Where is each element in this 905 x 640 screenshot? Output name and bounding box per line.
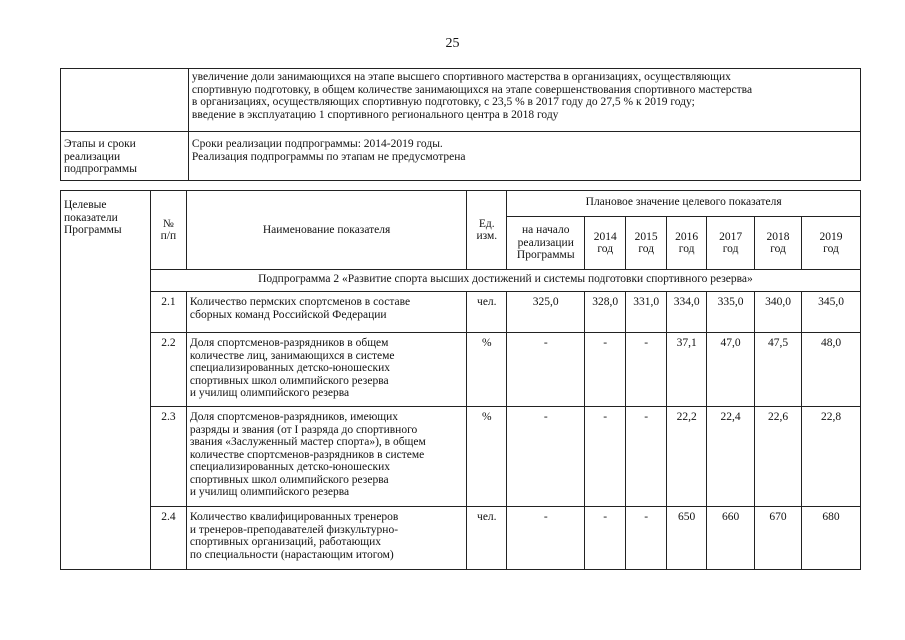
row-name <box>186 407 466 507</box>
name-line: и училищ олимпийского резерва <box>189 486 350 498</box>
name-line: Доля спортсменов-разрядников, имеющих <box>189 411 399 423</box>
year-value: 2014 <box>593 230 617 243</box>
row-value-2014: - <box>585 507 626 570</box>
label-line: реализации <box>64 150 121 163</box>
passport-label-stages <box>61 132 189 181</box>
subprogram-title: Подпрограмма 2 «Развитие спорта высших достижений и системы подготовки спортивного резерва» <box>150 270 860 292</box>
header-year-2015 <box>626 217 667 270</box>
row-value-2014: - <box>585 333 626 407</box>
row-value-2016: 334,0 <box>667 292 707 333</box>
page-number: 25 <box>445 36 460 51</box>
row-value-start: - <box>507 333 585 407</box>
label-line: Программы <box>64 224 122 236</box>
passport-text-stages <box>188 132 860 181</box>
row-value-2015: - <box>626 407 667 507</box>
name-line: спортивных школ олимпийского резерва <box>189 473 389 486</box>
subprogram-row <box>61 270 861 292</box>
row-value-2017: 47,0 <box>707 333 755 407</box>
name-line: и училищ олимпийского резерва <box>189 387 350 399</box>
name-line: специализированных детско-юношеских <box>189 461 391 473</box>
table-row <box>61 407 861 507</box>
row-value-2017: 660 <box>707 507 755 570</box>
row-value-2019: 345,0 <box>802 292 861 333</box>
row-value-2016: 22,2 <box>667 407 707 507</box>
year-suffix: год <box>722 243 739 255</box>
table-row <box>61 333 861 407</box>
header-num-line: № <box>162 217 174 230</box>
label-line: Этапы и сроки <box>64 138 136 150</box>
label-line: Целевые <box>64 199 107 211</box>
row-value-2018: 670 <box>755 507 802 570</box>
text-line: введение в эксплуатацию 1 спортивного регионального центра в 2018 году <box>191 108 559 121</box>
header-year-2016 <box>667 217 707 270</box>
header-num <box>150 191 186 270</box>
header-row-1 <box>61 191 861 217</box>
row-value-2014: 328,0 <box>585 292 626 333</box>
passport-table <box>60 68 861 181</box>
row-value-start: - <box>507 407 585 507</box>
row-value-2019: 680 <box>802 507 861 570</box>
row-value-2015: 331,0 <box>626 292 667 333</box>
name-line: сборных команд Российской Федерации <box>189 308 387 321</box>
name-line: спортивных школ олимпийского резерва <box>189 374 389 387</box>
year-value: 2015 <box>634 230 658 243</box>
row-value-2017: 22,4 <box>707 407 755 507</box>
header-name: Наименование показателя <box>186 191 466 270</box>
row-num: 2.4 <box>150 507 186 570</box>
name-line: количестве спортсменов-разрядников в системе <box>189 448 425 461</box>
row-unit: чел. <box>467 292 507 333</box>
row-num: 2.3 <box>150 407 186 507</box>
name-line: количестве лиц, занимающихся в системе <box>189 349 395 362</box>
row-unit: % <box>467 333 507 407</box>
row-name <box>186 507 466 570</box>
year-suffix: год <box>770 243 786 255</box>
left-label-cell <box>61 191 151 570</box>
text-line: в организациях, осуществляющих спортивную подготовку, с 23,5 % в 2017 году до 27,5 % к 2019 году; <box>191 96 695 108</box>
year-value: 2018 <box>766 230 790 243</box>
header-start-line: Программы <box>516 249 575 262</box>
row-value-2019: 22,8 <box>802 407 861 507</box>
name-line: спортивных организаций, работающих <box>189 536 381 548</box>
row-value-start: - <box>507 507 585 570</box>
row-value-2014: - <box>585 407 626 507</box>
row-value-2016: 650 <box>667 507 707 570</box>
header-unit-line: изм. <box>476 230 498 242</box>
header-year-2017 <box>707 217 755 270</box>
text-line: спортивную подготовку, в общем количестве занимающихся на этапе совершенствования спортивного мастерства <box>191 83 753 96</box>
name-line: звания «Заслуженный мастер спорта»), в общем <box>189 436 426 448</box>
header-num-line: п/п <box>160 230 177 242</box>
year-suffix: год <box>638 243 655 255</box>
name-line: Доля спортсменов-разрядников в общем <box>189 337 389 349</box>
row-name <box>186 292 466 333</box>
table-row <box>61 507 861 570</box>
year-suffix: год <box>678 243 695 255</box>
header-year-2018 <box>755 217 802 270</box>
name-line: специализированных детско-юношеских <box>189 362 391 374</box>
year-value: 2017 <box>719 230 743 243</box>
row-num: 2.2 <box>150 333 186 407</box>
row-value-2018: 340,0 <box>755 292 802 333</box>
row-value-2017: 335,0 <box>707 292 755 333</box>
header-unit <box>467 191 507 270</box>
year-value: 2019 <box>819 230 843 243</box>
row-unit: чел. <box>467 507 507 570</box>
row-value-2015: - <box>626 507 667 570</box>
text-line: Реализация подпрограммы по этапам не предусмотрена <box>191 150 466 163</box>
passport-row-stages <box>61 132 861 181</box>
passport-text-results <box>188 69 860 132</box>
row-unit: % <box>467 407 507 507</box>
header-planned: Плановое значение целевого показателя <box>507 191 861 217</box>
row-value-2015: - <box>626 333 667 407</box>
label-line: показатели <box>64 211 118 224</box>
text-line: Сроки реализации подпрограммы: 2014-2019 годы. <box>191 138 443 150</box>
row-value-2018: 22,6 <box>755 407 802 507</box>
header-year-2014 <box>585 217 626 270</box>
passport-label-empty <box>61 69 189 132</box>
header-start-line: реализации <box>517 236 574 249</box>
label-line: подпрограммы <box>64 163 137 175</box>
row-value-2018: 47,5 <box>755 333 802 407</box>
row-num: 2.1 <box>150 292 186 333</box>
header-unit-line: Ед. <box>478 217 495 230</box>
year-suffix: год <box>597 243 614 255</box>
row-value-2016: 37,1 <box>667 333 707 407</box>
text-line: увеличение доли занимающихся на этапе высшего спортивного мастерства в организациях, осуществляющих <box>191 71 731 83</box>
row-value-start: 325,0 <box>507 292 585 333</box>
indicators-table <box>60 190 861 570</box>
passport-row-results <box>61 69 861 132</box>
year-suffix: год <box>823 243 839 255</box>
name-line: разряды и звания (от I разряда до спортивного <box>189 423 418 436</box>
row-value-2019: 48,0 <box>802 333 861 407</box>
name-line: Количество пермских спортсменов в составе <box>189 296 411 308</box>
year-value: 2016 <box>675 230 699 243</box>
name-line: Количество квалифицированных тренеров <box>189 511 399 523</box>
header-year-2019 <box>802 217 861 270</box>
header-start <box>507 217 585 270</box>
table-row <box>61 292 861 333</box>
name-line: и тренеров-преподавателей физкультурно- <box>189 523 399 536</box>
header-start-line: на начало <box>522 224 570 237</box>
name-line: по специальности (нарастающим итогом) <box>189 548 394 561</box>
row-name <box>186 333 466 407</box>
